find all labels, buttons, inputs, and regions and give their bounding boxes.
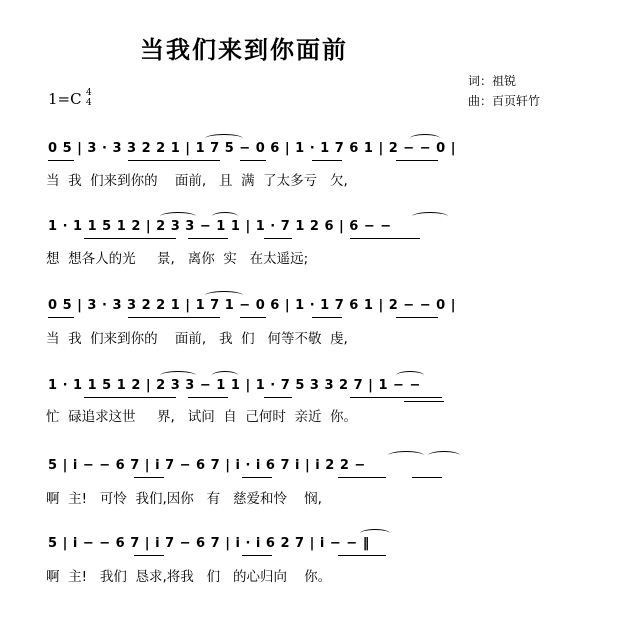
beam-underline [264, 397, 292, 398]
time-signature-bottom: 4 [86, 98, 92, 108]
lyricist-credit: 词：祖锐 [468, 74, 517, 88]
notes-line-6: 5 | i − − 6 7 | i 7 − 6 7 | i · i 6 2 7 | i − − ‖ [48, 536, 370, 551]
beam-underline [134, 555, 164, 556]
beam-underline [134, 477, 164, 478]
beam-underline [396, 317, 438, 318]
tie-arc [360, 529, 390, 538]
lyrics-line-3: 当 我 们来到你的 面前, 我 们 何等不敬 虔, [46, 331, 348, 347]
notes-line-4: 1 · 1 1 5 1 2 | 2 3 3 − 1 1 | 1 · 7 5 3 3 2 7 | 1 − − [48, 378, 421, 393]
tie-arc [160, 212, 196, 221]
beam-underline [48, 160, 74, 161]
notes-line-2: 1 · 1 1 5 1 2 | 2 3 3 − 1 1 | 1 · 7 1 2 6 | 6 − − [48, 219, 392, 234]
time-signature-top: 4 [86, 88, 92, 98]
song-title: 当我们来到你面前 [140, 35, 348, 64]
lyrics-line-2: 想 想各人的光 景, 离你 实 在太遥远; [46, 251, 309, 267]
beam-underline [240, 317, 266, 318]
beam-underline [350, 397, 442, 398]
beam-underline [264, 238, 292, 239]
beam-underline [128, 160, 220, 161]
notes-line-1: 0 5 | 3 · 3 3 2 2 1 | 1 7 5 − 0 6 | 1 · 1 7 6 1 | 2 − − 0 | [48, 141, 456, 156]
beam-underline [188, 238, 228, 239]
beam-underline [48, 317, 74, 318]
tie-arc [396, 371, 424, 380]
beam-underline [240, 160, 266, 161]
beam-underline [84, 397, 176, 398]
beam-underline [84, 238, 176, 239]
beam-underline [312, 160, 342, 161]
beam-underline [350, 238, 420, 239]
tie-arc [160, 371, 196, 380]
composer-credit: 曲：百页轩竹 [468, 94, 541, 108]
beam-underline [188, 397, 228, 398]
beam-underline [338, 477, 386, 478]
beam-underline [242, 477, 272, 478]
lyrics-line-1: 当 我 们来到你的 面前, 且 满 了太多亏 欠, [46, 173, 348, 189]
time-signature [86, 88, 92, 108]
beam-underline [242, 555, 272, 556]
lyrics-line-6: 啊 主! 我们 恳求,将我 们 的心归向 你。 [46, 569, 332, 585]
tie-arc [428, 451, 460, 460]
notes-line-3: 0 5 | 3 · 3 3 2 2 1 | 1 7 1 − 0 6 | 1 · 1 7 6 1 | 2 − − 0 | [48, 298, 456, 313]
lyrics-line-4: 忙 碌追求这世 界, 试问 自 己何时 亲近 你。 [46, 409, 358, 425]
tie-arc [205, 134, 243, 143]
beam-underline [338, 555, 386, 556]
tie-arc [412, 212, 448, 221]
key-signature: 1=C [48, 90, 82, 108]
tie-arc [388, 451, 424, 460]
beam-underline [412, 477, 442, 478]
beam-underline [396, 160, 438, 161]
tie-arc [410, 134, 440, 143]
notes-line-5: 5 | i − − 6 7 | i 7 − 6 7 | i · i 6 7 i | i 2 2 − [48, 458, 366, 473]
tie-arc [212, 212, 238, 221]
beam-underline [312, 317, 342, 318]
tie-arc [205, 291, 243, 300]
beam-underline [128, 317, 220, 318]
beam-underline [404, 401, 444, 402]
lyrics-line-5: 啊 主! 可怜 我们,因你 有 慈爱和怜 悯, [46, 491, 322, 507]
tie-arc [212, 371, 238, 380]
